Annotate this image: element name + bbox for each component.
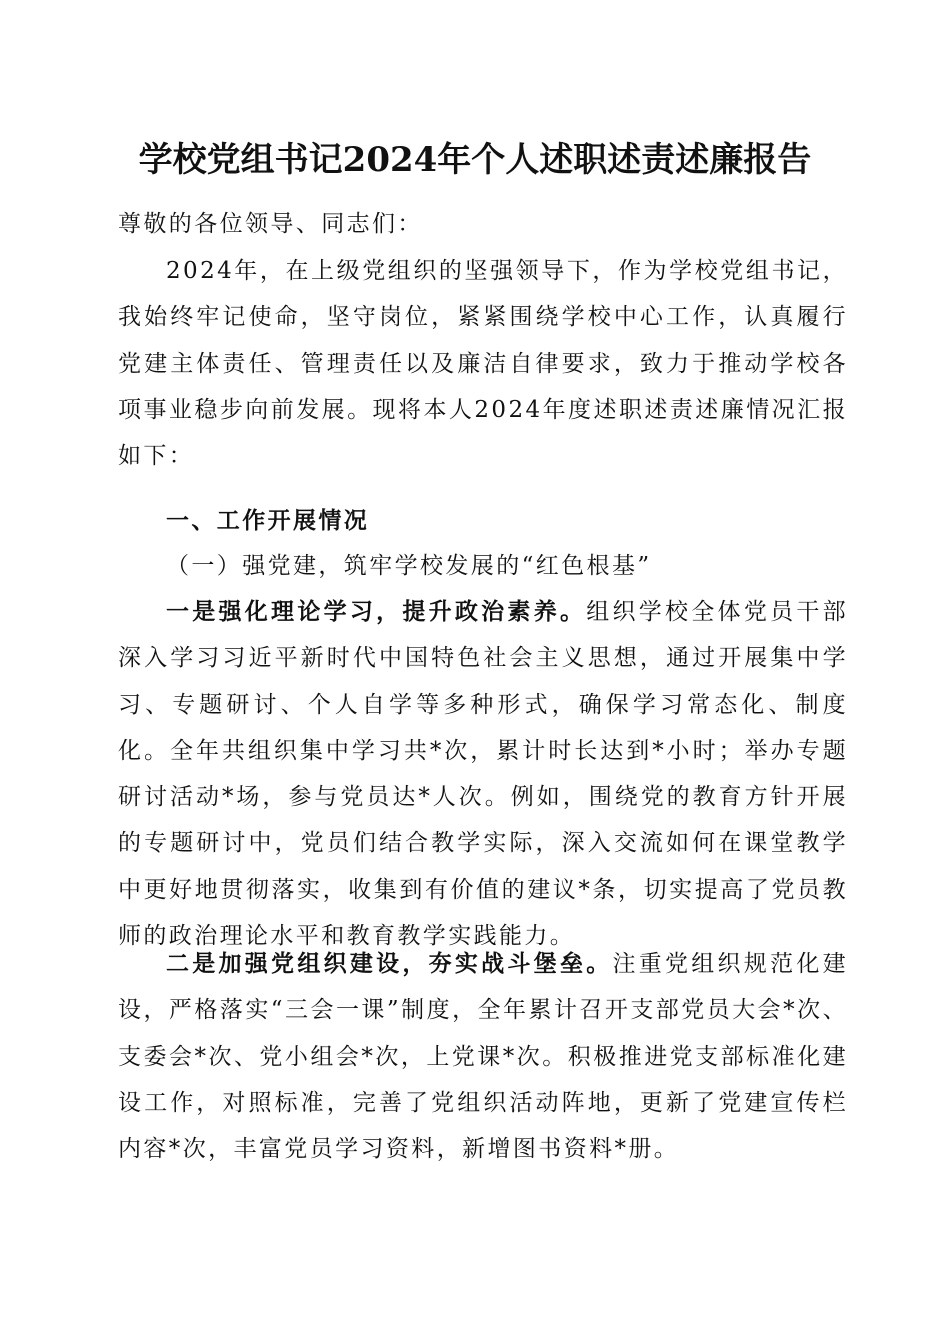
paragraph-lead: 一是强化理论学习，提升政治素养。 xyxy=(166,598,587,625)
paragraph-party-organization xyxy=(118,941,848,1172)
document-title: 学校党组书记2024年个人述职述责述廉报告 xyxy=(138,140,812,180)
intro-paragraph: 2024年，在上级党组织的坚强领导下，作为学校党组书记，我始终牢记使命，坚守岗位，紧紧围绕学校中心工作，认真履行党建主体责任、管理责任以及廉洁自律要求，致力于推动学校各项事业稳步向前发展。现将本人2024年度述职述责述廉情况汇报如下： xyxy=(118,258,848,470)
subsection-heading: （一）强党建，筑牢学校发展的“红色根基” xyxy=(166,553,652,579)
paragraph-lead: 二是加强党组织建设，夯实战斗堡垒。 xyxy=(166,950,613,977)
paragraph-body: 注重党组织规范化建设，严格落实“三会一课”制度，全年累计召开支部党员大会*次、支委会*次、党小组会*次，上党课*次。积极推进党支部标准化建设工作，对照标准，完善了党组织活动阵地，更新了党建宣传栏内容*次，丰富党员学习资料，新增图书资料*册。 xyxy=(118,951,848,1163)
section-heading: 一、工作开展情况 xyxy=(166,508,370,534)
paragraph-theory-study xyxy=(118,589,848,959)
paragraph-body: 组织学校全体党员干部深入学习习近平新时代中国特色社会主义思想，通过开展集中学习、专题研讨、个人自学等多种形式，确保学习常态化、制度化。全年共组织集中学习共*次，累计时长达到*小时；举办专题研讨活动*场，参与党员达*人次。例如，围绕党的教育方针开展的专题研讨中，党员们结合教学实际，深入交流如何在课堂教学中更好地贯彻落实，收集到有价值的建议*条，切实提高了党员教师的政治理论水平和教育教学实践能力。 xyxy=(118,599,849,950)
salutation: 尊敬的各位领导、同志们： xyxy=(118,211,423,237)
